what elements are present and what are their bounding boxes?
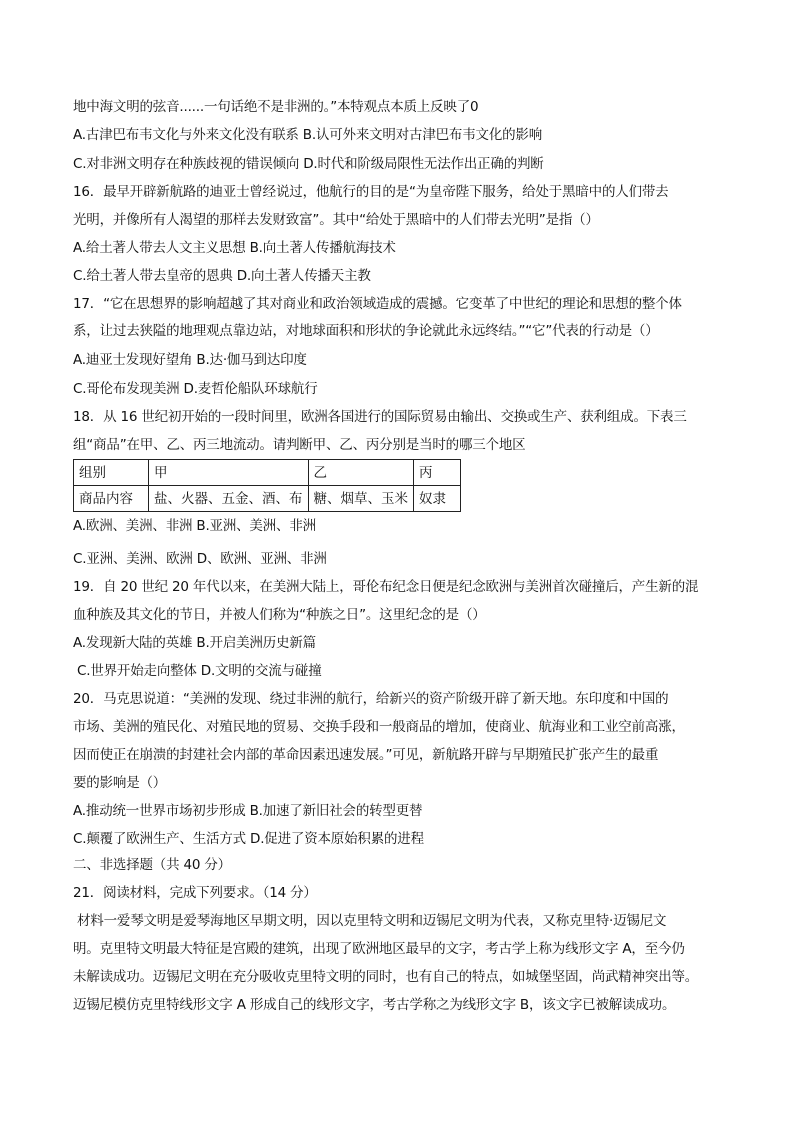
option-line: A.推动统一世界市场初步形成 B.加速了新旧社会的转型更替	[73, 803, 423, 819]
material-text: 迈锡尼模仿克里特线形文字 A 形成自己的线形文字，考古学称之为线形文字 B，该文字已被解读成功。	[73, 997, 676, 1013]
section-heading: 二、非选择题（共 40 分）	[73, 857, 231, 873]
question-19: 19．自 20 世纪 20 年代以来，在美洲大陆上，哥伦布纪念日便是纪念欧洲与美洲首次碰撞后，产生新的混	[73, 579, 699, 595]
text-line: 地中海文明的弦音......一句话绝不是非洲的。”本特观点本质上反映了0	[73, 99, 479, 115]
option-line: A.迪亚士发现好望角 B.达·伽马到达印度	[73, 352, 307, 368]
question-18: 18．从 16 世纪初开始的一段时间里，欧洲各国进行的国际贸易由输出、交换或生产、获利组成。下表三	[73, 409, 687, 425]
table-cell: 奴隶	[414, 486, 461, 512]
goods-table	[73, 459, 461, 512]
option-line: C.哥伦布发现美洲 D.麦哲伦船队环球航行	[73, 381, 318, 397]
option-line: A.古津巴布韦文化与外来文化没有联系 B.认可外来文明对古津巴布韦文化的影响	[73, 127, 543, 143]
question-17: 17．“它在思想界的影响超越了其对商业和政治领域造成的震撼。它变革了中世纪的理论和思想的整个体	[73, 296, 682, 312]
table-row	[74, 486, 461, 512]
material-text: 未解读成功。迈锡尼文明在充分吸收克里特文明的同时，也有自己的特点，如城堡坚固，尚武精神突出等。	[73, 969, 699, 985]
text-line: 光明，并像所有人渴望的那样去发财致富”。其中“给处于黑暗中的人们带去光明”是指（）	[73, 212, 599, 228]
table-header-cell: 丙	[414, 460, 461, 486]
material-text: 明。克里特文明最大特征是宫殿的建筑，出现了欧洲地区最早的文字，考古学上称为线形文字 A，至今仍	[73, 941, 685, 957]
option-line: A.给土著人带去人文主义思想 B.向土著人传播航海技术	[73, 240, 396, 256]
question-20: 20．马克思说道：“美洲的发现、绕过非洲的航行，给新兴的资产阶级开辟了新天地。东印度和中国的	[73, 691, 669, 707]
question-21: 21．阅读材料，完成下列要求。（14 分）	[73, 885, 317, 901]
table-row	[74, 460, 461, 486]
text-line: 系，让过去狭隘的地理观点靠边站，对地球面积和形状的争论就此永远终结。”“它”代表的行动是（）	[73, 323, 659, 339]
table-cell: 商品内容	[74, 486, 149, 512]
table-header-cell: 组别	[74, 460, 149, 486]
option-line: C.颠覆了欧洲生产、生活方式 D.促进了资本原始积累的进程	[73, 831, 424, 847]
table-cell: 糖、烟草、玉米	[308, 486, 414, 512]
option-line: A.发现新大陆的英雄 B.开启美洲历史新篇	[73, 635, 316, 651]
text-line: 组“商品”在甲、乙、丙三地流动。请判断甲、乙、丙分别是当时的哪三个地区	[73, 437, 526, 453]
option-line: C.亚洲、美洲、欧洲 D、欧洲、亚洲、非洲	[73, 551, 327, 567]
table-header-cell: 甲	[149, 460, 309, 486]
table-cell: 盐、火器、五金、酒、布	[149, 486, 309, 512]
text-line: 血种族及其文化的节日，并被人们称为“种族之日”。这里纪念的是（）	[73, 607, 486, 623]
table-header-cell: 乙	[308, 460, 414, 486]
text-line: 市场、美洲的殖民化、对殖民地的贸易、交换手段和一般商品的增加，使商业、航海业和工业空前高涨，	[73, 719, 685, 735]
option-line: A.欧洲、美洲、非洲 B.亚洲、美洲、非洲	[73, 518, 316, 534]
option-line: C.对非洲文明存在种族歧视的错误倾向 D.时代和阶级局限性无法作出正确的判断	[73, 156, 544, 172]
text-line: 因而使正在崩溃的封建社会内部的革命因素迅速发展。”可见，新航路开辟与早期殖民扩张产生的最重	[73, 747, 659, 763]
option-line: C.给土著人带去皇帝的恩典 D.向土著人传播天主教	[73, 268, 371, 284]
option-line: C.世界开始走向整体 D.文明的交流与碰撞	[77, 663, 322, 679]
text-line: 要的影响是（）	[73, 775, 167, 791]
material-text: 材料一爱琴文明是爱琴海地区早期文明，因以克里特文明和迈锡尼文明为代表，又称克里特·迈锡尼文	[77, 913, 667, 929]
question-16: 16．最早开辟新航路的迪亚士曾经说过，他航行的目的是“为皇帝陛下服务，给处于黑暗中的人们带去	[73, 184, 669, 200]
